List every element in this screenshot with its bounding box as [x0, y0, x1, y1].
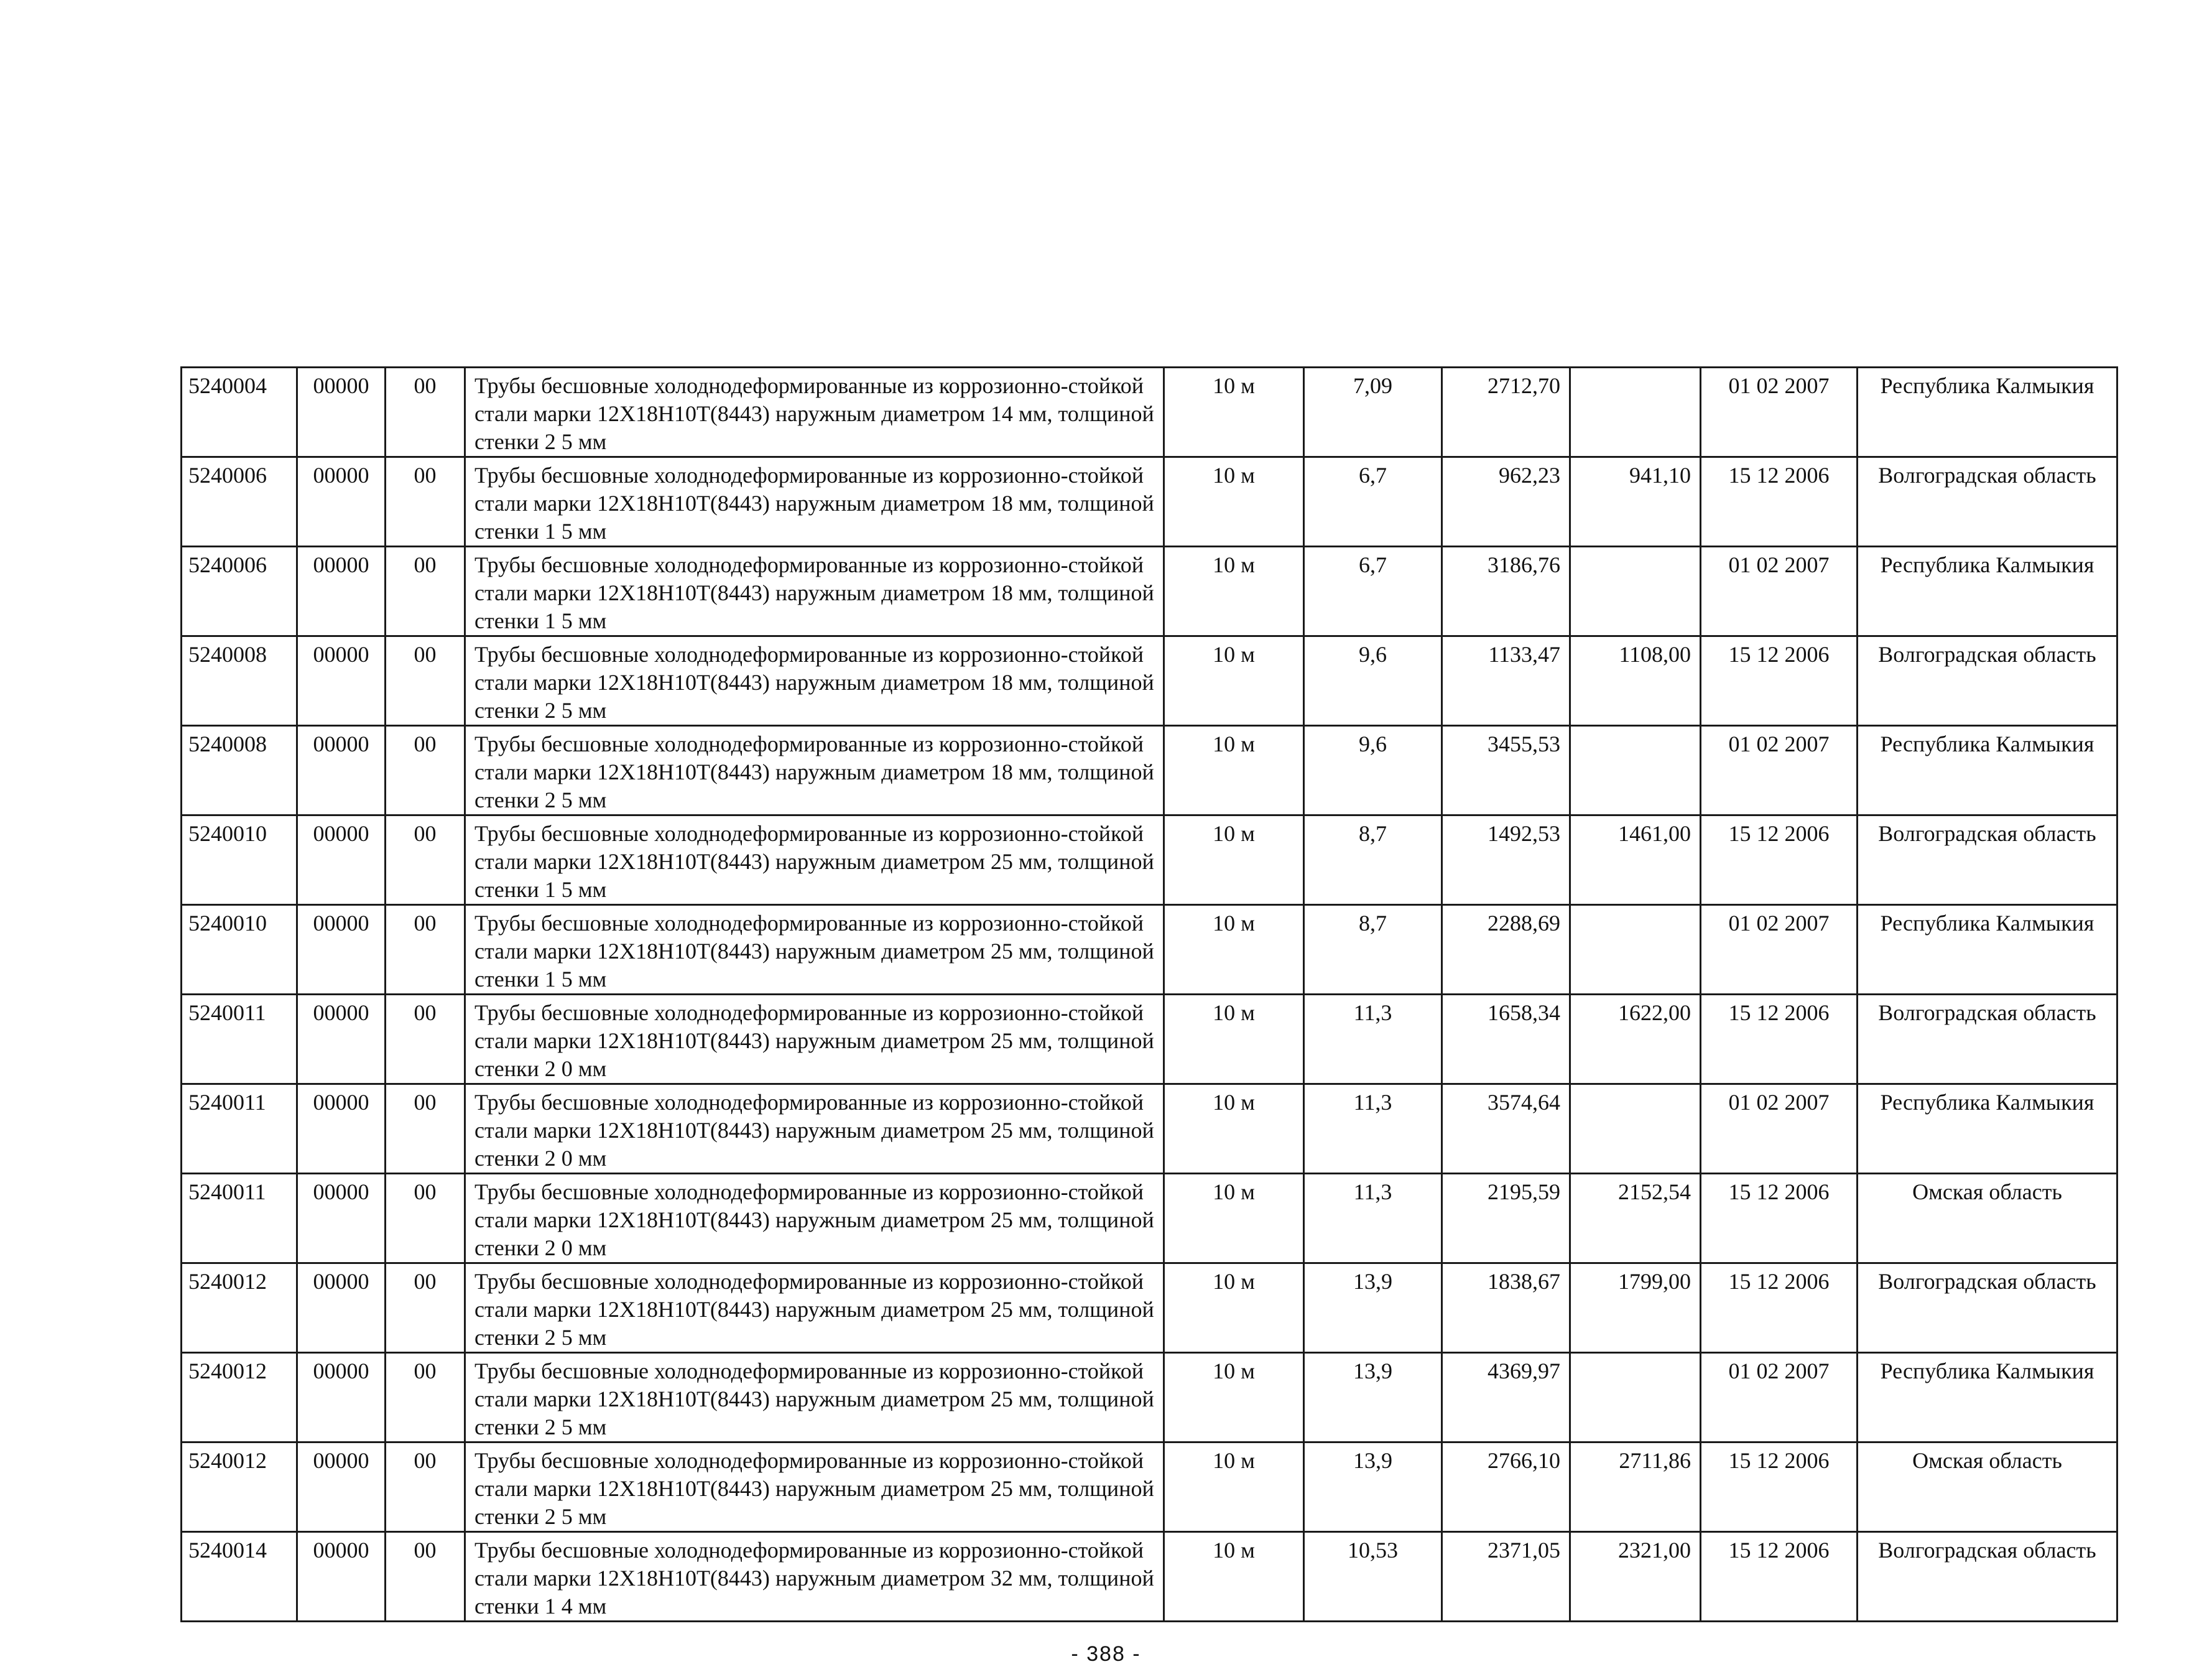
- cell-price: 2712,70: [1442, 368, 1570, 457]
- cell-price: 3186,76: [1442, 547, 1570, 636]
- cell-unit: 10 м: [1164, 368, 1304, 457]
- cell-index: 00: [386, 636, 465, 726]
- cell-price: 1133,47: [1442, 636, 1570, 726]
- cell-index: 00: [386, 905, 465, 995]
- cell-weight: 13,9: [1304, 1442, 1442, 1532]
- cell-date: 01 02 2007: [1701, 905, 1858, 995]
- cell-price: 1658,34: [1442, 995, 1570, 1084]
- cell-price: 4369,97: [1442, 1353, 1570, 1442]
- cell-price: 1492,53: [1442, 815, 1570, 905]
- cell-date: 01 02 2007: [1701, 1084, 1858, 1174]
- cell-date: 15 12 2006: [1701, 1532, 1858, 1622]
- table-row: [182, 1263, 2117, 1353]
- cell-code: 5240012: [182, 1442, 297, 1532]
- cell-price-2: 1108,00: [1570, 636, 1701, 726]
- cell-region: Волгоградская область: [1858, 995, 2117, 1084]
- cell-code: 5240008: [182, 636, 297, 726]
- cell-index: 00: [386, 1263, 465, 1353]
- cell-price: 3455,53: [1442, 726, 1570, 815]
- cell-unit: 10 м: [1164, 1084, 1304, 1174]
- cell-unit: 10 м: [1164, 1263, 1304, 1353]
- cell-description: Трубы бесшовные холоднодеформированные из коррозионно-стойкой стали марки 12Х18Н10Т(8443) наружным диаметром 25 мм, толщиной стенки 2 0 мм: [465, 1084, 1164, 1174]
- cell-subcode: 00000: [297, 726, 386, 815]
- cell-region: Волгоградская область: [1858, 1263, 2117, 1353]
- cell-weight: 10,53: [1304, 1532, 1442, 1622]
- cell-price-2: [1570, 1084, 1701, 1174]
- cell-index: 00: [386, 368, 465, 457]
- cell-price-2: 1461,00: [1570, 815, 1701, 905]
- cell-description: Трубы бесшовные холоднодеформированные из коррозионно-стойкой стали марки 12Х18Н10Т(8443) наружным диаметром 25 мм, толщиной стенки 1 5 мм: [465, 815, 1164, 905]
- cell-region: Омская область: [1858, 1442, 2117, 1532]
- cell-code: 5240006: [182, 457, 297, 547]
- cell-description: Трубы бесшовные холоднодеформированные из коррозионно-стойкой стали марки 12Х18Н10Т(8443) наружным диаметром 18 мм, толщиной стенки 2 5 мм: [465, 636, 1164, 726]
- cell-subcode: 00000: [297, 1532, 386, 1622]
- cell-description: Трубы бесшовные холоднодеформированные из коррозионно-стойкой стали марки 12Х18Н10Т(8443) наружным диаметром 14 мм, толщиной стенки 2 5 мм: [465, 368, 1164, 457]
- cell-region: Волгоградская область: [1858, 1532, 2117, 1622]
- cell-price-2: [1570, 905, 1701, 995]
- table-row: [182, 1532, 2117, 1622]
- cell-description: Трубы бесшовные холоднодеформированные из коррозионно-стойкой стали марки 12Х18Н10Т(8443) наружным диаметром 25 мм, толщиной стенки 2 5 мм: [465, 1442, 1164, 1532]
- cell-date: 01 02 2007: [1701, 547, 1858, 636]
- cell-price-2: [1570, 1353, 1701, 1442]
- cell-unit: 10 м: [1164, 726, 1304, 815]
- cell-index: 00: [386, 1532, 465, 1622]
- cell-region: Республика Калмыкия: [1858, 1353, 2117, 1442]
- cell-index: 00: [386, 726, 465, 815]
- table-row: [182, 995, 2117, 1084]
- cell-index: 00: [386, 995, 465, 1084]
- cell-weight: 6,7: [1304, 457, 1442, 547]
- table-row: [182, 726, 2117, 815]
- cell-index: 00: [386, 815, 465, 905]
- cell-code: 5240011: [182, 1174, 297, 1263]
- table-row: [182, 1084, 2117, 1174]
- table-row: [182, 1353, 2117, 1442]
- cell-region: Республика Калмыкия: [1858, 905, 2117, 995]
- cell-price: 2371,05: [1442, 1532, 1570, 1622]
- cell-date: 15 12 2006: [1701, 815, 1858, 905]
- cell-price-2: [1570, 547, 1701, 636]
- page-number: - 388 -: [1071, 1642, 1141, 1666]
- cell-unit: 10 м: [1164, 905, 1304, 995]
- cell-unit: 10 м: [1164, 815, 1304, 905]
- cell-region: Республика Калмыкия: [1858, 1084, 2117, 1174]
- table-row: [182, 905, 2117, 995]
- table-body: [182, 368, 2117, 1622]
- cell-price: 1838,67: [1442, 1263, 1570, 1353]
- cell-code: 5240010: [182, 815, 297, 905]
- cell-code: 5240010: [182, 905, 297, 995]
- cell-price: 3574,64: [1442, 1084, 1570, 1174]
- cell-region: Волгоградская область: [1858, 457, 2117, 547]
- cell-region: Волгоградская область: [1858, 815, 2117, 905]
- cell-subcode: 00000: [297, 457, 386, 547]
- cell-price: 2766,10: [1442, 1442, 1570, 1532]
- table-row: [182, 547, 2117, 636]
- cell-region: Омская область: [1858, 1174, 2117, 1263]
- cell-subcode: 00000: [297, 368, 386, 457]
- cell-description: Трубы бесшовные холоднодеформированные из коррозионно-стойкой стали марки 12Х18Н10Т(8443) наружным диаметром 25 мм, толщиной стенки 2 0 мм: [465, 1174, 1164, 1263]
- cell-weight: 11,3: [1304, 1084, 1442, 1174]
- cell-weight: 13,9: [1304, 1353, 1442, 1442]
- cell-price: 2195,59: [1442, 1174, 1570, 1263]
- cell-subcode: 00000: [297, 1174, 386, 1263]
- cell-weight: 9,6: [1304, 636, 1442, 726]
- cell-unit: 10 м: [1164, 636, 1304, 726]
- cell-description: Трубы бесшовные холоднодеформированные из коррозионно-стойкой стали марки 12Х18Н10Т(8443) наружным диаметром 18 мм, толщиной стенки 1 5 мм: [465, 457, 1164, 547]
- cell-index: 00: [386, 547, 465, 636]
- cell-date: 01 02 2007: [1701, 368, 1858, 457]
- cell-subcode: 00000: [297, 995, 386, 1084]
- cell-subcode: 00000: [297, 815, 386, 905]
- cell-weight: 9,6: [1304, 726, 1442, 815]
- cell-description: Трубы бесшовные холоднодеформированные из коррозионно-стойкой стали марки 12Х18Н10Т(8443) наружным диаметром 18 мм, толщиной стенки 2 5 мм: [465, 726, 1164, 815]
- cell-subcode: 00000: [297, 1442, 386, 1532]
- cell-price-2: 2711,86: [1570, 1442, 1701, 1532]
- cell-unit: 10 м: [1164, 995, 1304, 1084]
- cell-description: Трубы бесшовные холоднодеформированные из коррозионно-стойкой стали марки 12Х18Н10Т(8443) наружным диаметром 25 мм, толщиной стенки 2 5 мм: [465, 1353, 1164, 1442]
- cell-weight: 6,7: [1304, 547, 1442, 636]
- cell-unit: 10 м: [1164, 1174, 1304, 1263]
- cell-unit: 10 м: [1164, 547, 1304, 636]
- cell-unit: 10 м: [1164, 1442, 1304, 1532]
- cell-code: 5240011: [182, 995, 297, 1084]
- cell-index: 00: [386, 1084, 465, 1174]
- cell-date: 15 12 2006: [1701, 1263, 1858, 1353]
- cell-index: 00: [386, 1353, 465, 1442]
- cell-code: 5240004: [182, 368, 297, 457]
- cell-code: 5240006: [182, 547, 297, 636]
- cell-date: 15 12 2006: [1701, 995, 1858, 1084]
- cell-subcode: 00000: [297, 905, 386, 995]
- cell-unit: 10 м: [1164, 1532, 1304, 1622]
- cell-code: 5240011: [182, 1084, 297, 1174]
- cell-code: 5240012: [182, 1353, 297, 1442]
- cell-region: Волгоградская область: [1858, 636, 2117, 726]
- cell-weight: 7,09: [1304, 368, 1442, 457]
- table-row: [182, 368, 2117, 457]
- cell-description: Трубы бесшовные холоднодеформированные из коррозионно-стойкой стали марки 12Х18Н10Т(8443) наружным диаметром 18 мм, толщиной стенки 1 5 мм: [465, 547, 1164, 636]
- cell-price-2: 941,10: [1570, 457, 1701, 547]
- cell-weight: 11,3: [1304, 995, 1442, 1084]
- cell-subcode: 00000: [297, 547, 386, 636]
- price-table: [180, 366, 2118, 1622]
- cell-subcode: 00000: [297, 1263, 386, 1353]
- cell-date: 15 12 2006: [1701, 457, 1858, 547]
- cell-index: 00: [386, 1174, 465, 1263]
- cell-price-2: 1622,00: [1570, 995, 1701, 1084]
- cell-code: 5240008: [182, 726, 297, 815]
- cell-unit: 10 м: [1164, 1353, 1304, 1442]
- cell-price: 962,23: [1442, 457, 1570, 547]
- cell-description: Трубы бесшовные холоднодеформированные из коррозионно-стойкой стали марки 12Х18Н10Т(8443) наружным диаметром 25 мм, толщиной стенки 2 0 мм: [465, 995, 1164, 1084]
- cell-subcode: 00000: [297, 1353, 386, 1442]
- cell-weight: 8,7: [1304, 815, 1442, 905]
- cell-weight: 8,7: [1304, 905, 1442, 995]
- cell-date: 15 12 2006: [1701, 1442, 1858, 1532]
- cell-subcode: 00000: [297, 636, 386, 726]
- table-row: [182, 636, 2117, 726]
- cell-index: 00: [386, 457, 465, 547]
- cell-price: 2288,69: [1442, 905, 1570, 995]
- cell-region: Республика Калмыкия: [1858, 547, 2117, 636]
- cell-subcode: 00000: [297, 1084, 386, 1174]
- cell-region: Республика Калмыкия: [1858, 726, 2117, 815]
- cell-weight: 13,9: [1304, 1263, 1442, 1353]
- cell-price-2: 1799,00: [1570, 1263, 1701, 1353]
- cell-price-2: [1570, 726, 1701, 815]
- cell-description: Трубы бесшовные холоднодеформированные из коррозионно-стойкой стали марки 12Х18Н10Т(8443) наружным диаметром 25 мм, толщиной стенки 2 5 мм: [465, 1263, 1164, 1353]
- cell-weight: 11,3: [1304, 1174, 1442, 1263]
- cell-region: Республика Калмыкия: [1858, 368, 2117, 457]
- cell-code: 5240014: [182, 1532, 297, 1622]
- cell-date: 15 12 2006: [1701, 636, 1858, 726]
- cell-date: 15 12 2006: [1701, 1174, 1858, 1263]
- cell-price-2: 2152,54: [1570, 1174, 1701, 1263]
- table-row: [182, 457, 2117, 547]
- cell-price-2: [1570, 368, 1701, 457]
- cell-date: 01 02 2007: [1701, 726, 1858, 815]
- cell-description: Трубы бесшовные холоднодеформированные из коррозионно-стойкой стали марки 12Х18Н10Т(8443) наружным диаметром 32 мм, толщиной стенки 1 4 мм: [465, 1532, 1164, 1622]
- table-row: [182, 815, 2117, 905]
- cell-code: 5240012: [182, 1263, 297, 1353]
- cell-price-2: 2321,00: [1570, 1532, 1701, 1622]
- table-row: [182, 1174, 2117, 1263]
- cell-date: 01 02 2007: [1701, 1353, 1858, 1442]
- cell-index: 00: [386, 1442, 465, 1532]
- table-row: [182, 1442, 2117, 1532]
- cell-unit: 10 м: [1164, 457, 1304, 547]
- cell-description: Трубы бесшовные холоднодеформированные из коррозионно-стойкой стали марки 12Х18Н10Т(8443) наружным диаметром 25 мм, толщиной стенки 1 5 мм: [465, 905, 1164, 995]
